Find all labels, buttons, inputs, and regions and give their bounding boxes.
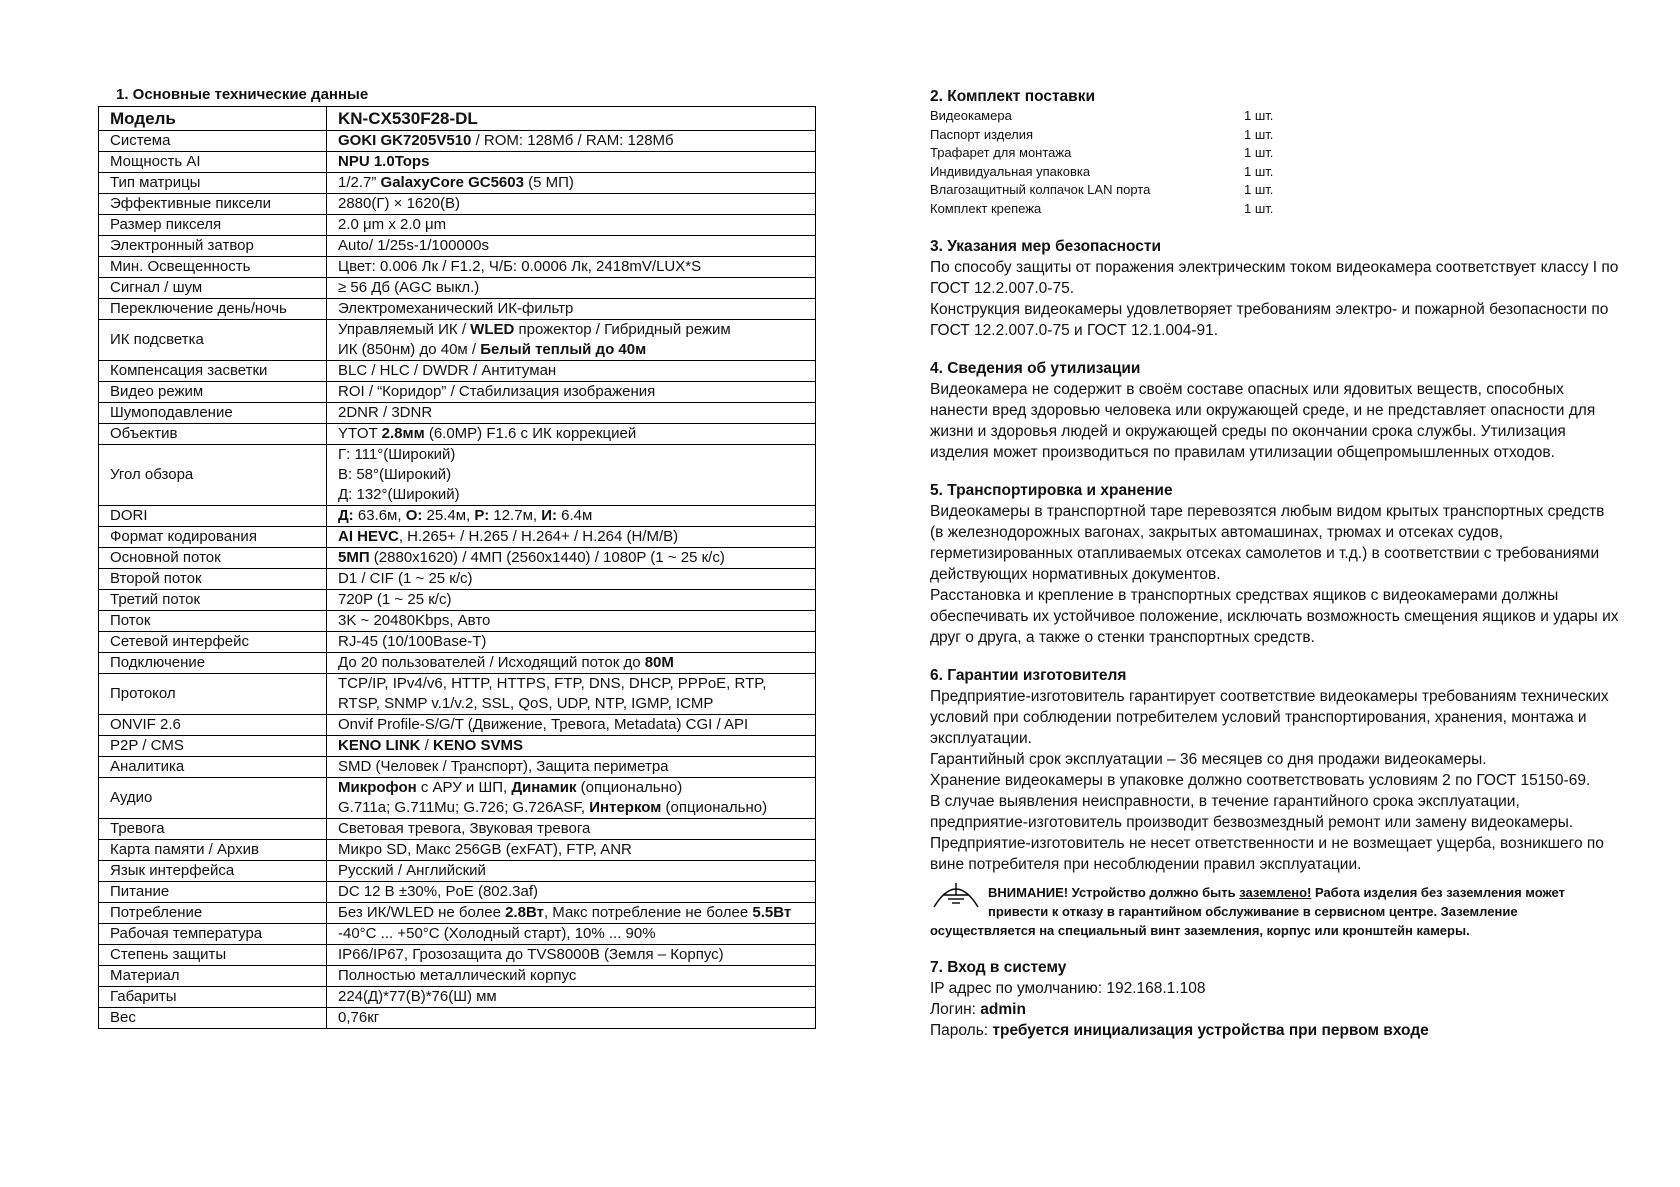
kit-item [930,200,1620,219]
spec-value-segment: IP66/IP67, Грозозащита до TVS8000В (Земля – Корпус) [338,946,724,963]
spec-value [327,924,816,945]
spec-value-segment: Без ИК/WLED не более [338,904,506,921]
spec-row [99,674,816,715]
spec-section-title: 1. Основные технические данные [116,86,369,103]
spec-key: Питание [99,882,327,903]
kit-item-qty: 1 шт. [1244,126,1274,142]
spec-row [99,236,816,257]
spec-value [327,778,816,819]
kit-item [930,126,1620,145]
spec-row [99,257,816,278]
disposal-section [930,358,1620,463]
spec-value-segment: с АРУ и ШП, [416,779,512,796]
spec-value-segment: (опционально) [661,799,768,816]
spec-value-segment: Г: 111°(Широкий) [338,446,456,463]
spec-value-segment: (опционально) [576,779,683,796]
transport-paragraph: Видеокамеры в транспортной таре перевозятся любым видом крытых транспортных средств (в железнодорожных вагонах, закрытых автомашинах, трюмах и отсеках судов, герметизированных отапливаемых отсеках самолетов и т.д.) в соответствии с требованиями действующих нормативных документов. [930,502,1605,583]
spec-value-segment: D1 / CIF (1 ~ 25 к/с) [338,570,473,587]
spec-key: Угол обзора [99,445,327,506]
spec-value-segment: , H.265+ / H.265 / H.264+ / H.264 (H/M/B) [398,528,679,545]
spec-value [327,757,816,778]
spec-key: Размер пикселя [99,215,327,236]
spec-value [327,257,816,278]
kit-list [930,107,1620,219]
spec-value-segment: В: 58°(Широкий) [338,466,452,483]
spec-row [99,403,816,424]
spec-value [327,131,816,152]
ground-icon [930,877,982,915]
warning-underlined: заземлено! [1239,884,1312,900]
kit-title: 2. Комплект поставки [930,88,1095,105]
spec-value [327,215,816,236]
kit-item-qty: 1 шт. [1244,163,1274,179]
spec-value-segment: 3K ~ 20480Kbps, Авто [338,612,491,629]
spec-key: Объектив [99,424,327,445]
spec-row [99,924,816,945]
spec-value-segment: , Макс потребление не более [543,904,753,921]
spec-value [327,403,816,424]
spec-key: Компенсация засветки [99,361,327,382]
spec-row [99,424,816,445]
spec-key: Вес [99,1008,327,1029]
spec-value-segment: (5 МП) [523,174,574,191]
spec-row [99,736,816,757]
kit-item-name: Паспорт изделия [930,126,1034,142]
transport-section [930,480,1620,648]
spec-value [327,861,816,882]
spec-row [99,611,816,632]
password-line [930,1020,1620,1041]
spec-key: Переключение день/ночь [99,299,327,320]
spec-value-segment: 12.7м, [489,507,542,524]
spec-value-segment: 0,76кг [338,1009,380,1026]
spec-key: Формат кодирования [99,527,327,548]
spec-value [327,715,816,736]
spec-row [99,361,816,382]
spec-value [327,569,816,590]
spec-value-segment: KENO SVMS [433,737,524,754]
spec-value-segment: 2.8Вт [505,904,544,921]
spec-value-segment: 2DNR / 3DNR [338,404,433,421]
spec-value [327,424,816,445]
kit-item-name: Комплект крепежа [930,200,1042,216]
spec-row [99,278,816,299]
spec-row [99,653,816,674]
spec-value-segment: Микро SD, Макс 256GB (exFAT), FTP, ANR [338,841,632,858]
spec-table [98,106,816,1029]
kit-item-qty: 1 шт. [1244,182,1274,198]
spec-value-segment: RJ-45 (10/100Base-T) [338,633,487,650]
spec-row [99,131,816,152]
spec-value [327,590,816,611]
spec-value-segment: Полностью металлический корпус [338,967,577,984]
spec-key: Габариты [99,987,327,1008]
spec-key: Аудио [99,778,327,819]
spec-value [327,152,816,173]
spec-value-segment: 224(Д)*77(В)*76(Ш) мм [338,988,497,1005]
spec-value [327,819,816,840]
safety-paragraph: По способу защиты от поражения электрическим током видеокамера соответствует классу I по ГОСТ 12.2.007.0-75. [930,258,1619,297]
spec-value [327,987,816,1008]
spec-row [99,506,816,527]
ip-value: 192.168.1.108 [1106,979,1206,997]
spec-key: Второй поток [99,569,327,590]
spec-value-segment: TCP/IP, IPv4/v6, HTTP, HTTPS, FTP, DNS, DHCP, PPPoE, RTP, [338,675,767,692]
spec-row [99,548,816,569]
warranty-paragraph: Хранение видеокамеры в упаковке должно соответствовать условиям 2 по ГОСТ 15150-69. [930,771,1591,789]
spec-row [99,320,816,361]
spec-row [99,778,816,819]
kit-item-qty: 1 шт. [1244,145,1274,161]
spec-row [99,590,816,611]
spec-value-segment: NPU 1.0Tops [338,153,430,170]
spec-key: Протокол [99,674,327,715]
spec-value [327,674,816,715]
disposal-title: 4. Сведения об утилизации [930,359,1141,377]
spec-row [99,1008,816,1029]
spec-value-segment: Цвет: 0.006 Лк / F1.2, Ч/Б: 0.0006 Лк, 2418mV/LUX*S [338,258,702,275]
kit-item [930,107,1620,126]
spec-value [327,903,816,924]
spec-value [327,1008,816,1029]
spec-value-segment: BLC / HLC / DWDR / Антитуман [338,362,557,379]
spec-value [327,320,816,361]
spec-key: Потребление [99,903,327,924]
spec-key: Подключение [99,653,327,674]
spec-key: Материал [99,966,327,987]
spec-key: Система [99,131,327,152]
spec-value [327,361,816,382]
spec-value-segment: GOKI GK7205V510 [338,132,472,149]
spec-key: Основной поток [99,548,327,569]
warranty-title: 6. Гарантии изготовителя [930,666,1127,684]
spec-value-segment: KENO LINK [338,737,421,754]
spec-key: DORI [99,506,327,527]
safety-title: 3. Указания мер безопасности [930,237,1162,255]
spec-row [99,569,816,590]
spec-value [327,527,816,548]
warning-text [930,883,1620,940]
spec-value-segment: G.711a; G.711Mu; G.726; G.726ASF, [338,799,590,816]
spec-row [99,757,816,778]
spec-key: Третий поток [99,590,327,611]
spec-value [327,173,816,194]
spec-row [99,840,816,861]
spec-section [98,86,816,1029]
warning-rest: Работа изделия без заземления может привести к отказу в гарантийном обслуживание в сервисном центре. Заземление осуществляется на специальный винт заземления, корпус или кронштейн камеры. [930,884,1565,938]
login-line [930,999,1620,1020]
spec-row [99,445,816,506]
spec-value [327,966,816,987]
spec-value [327,945,816,966]
spec-value-segment: RTSP, SNMP v.1/v.2, SSL, QoS, UDP, NTP, IGMP, ICMP [338,695,714,712]
kit-item-qty: 1 шт. [1244,108,1274,123]
spec-value-segment: Русский / Английский [338,862,486,879]
spec-value-segment: Микрофон [338,779,417,796]
spec-key: Мощность AI [99,152,327,173]
spec-key: Видео режим [99,382,327,403]
spec-value-segment: 5МП [338,549,370,566]
login-title: 7. Вход в систему [930,958,1067,976]
kit-item-name: Индивидуальная упаковка [930,163,1091,179]
spec-row [99,194,816,215]
spec-value [327,882,816,903]
transport-paragraph: Расстановка и крепление в транспортных средствах ящиков с видеокамерами должны обеспечивать их устойчивое положение, исключать возможность смещения ящиков и удары их друг о друга, а также о стенки транспортных средств. [930,586,1619,646]
spec-value-segment: прожектор / Гибридный режим [514,321,731,338]
spec-row [99,861,816,882]
spec-key: Поток [99,611,327,632]
spec-row [99,299,816,320]
spec-key: Степень защиты [99,945,327,966]
spec-value [327,506,816,527]
spec-value-segment: ≥ 56 Дб (AGC выкл.) [338,279,480,296]
kit-item-name: Влагозащитный колпачок LAN порта [930,182,1151,198]
password-value: требуется инициализация устройства при первом входе [992,1021,1429,1039]
spec-value-segment: Д: 132°(Широкий) [338,486,460,503]
grounding-warning [930,883,1620,940]
warranty-paragraph: Предприятие-изготовитель гарантирует соответствие видеокамеры требованиям технических условий при соблюдении потребителем условий транспортирования, хранения, монтажа и эксплуатации. [930,687,1609,747]
transport-title: 5. Транспортировка и хранение [930,481,1173,499]
spec-value-segment: ИК (850нм) до 40м / [338,341,481,358]
spec-key: Тревога [99,819,327,840]
spec-row [99,945,816,966]
spec-value-segment: Auto/ 1/25s-1/100000s [338,237,489,254]
spec-value-segment: До 20 пользователей / Исходящий поток до [338,654,645,671]
spec-key: Тип матрицы [99,173,327,194]
spec-value-segment: О: [405,507,423,524]
spec-key: Язык интерфейса [99,861,327,882]
spec-value [327,653,816,674]
kit-item [930,181,1620,200]
safety-paragraph: Конструкция видеокамеры удовлетворяет требованиям электро- и пожарной безопасности по ГОСТ 12.2.007.0-75 и ГОСТ 12.1.004-91. [930,300,1609,339]
spec-row [99,882,816,903]
spec-value-segment: -40°C ... +50°C (Холодный старт), 10% ... 90% [338,925,656,942]
spec-row [99,987,816,1008]
spec-value-segment: Onvif Profile-S/G/T (Движение, Тревога, Metadata) CGI / API [338,716,749,733]
spec-value-segment: Интерком [589,799,662,816]
spec-value [327,382,816,403]
spec-table-header [99,107,816,131]
spec-row [99,173,816,194]
warranty-paragraph: В случае выявления неисправности, в течение гарантийного срока эксплуатации, предприятие-изготовитель производит безвозмездный ремонт или замену видеокамеры. Предприятие-изготовитель не несет ответственности и не возмещает ущерба, возникшего по вине потребителя при несоблюдении правил эксплуатации. [930,792,1604,873]
spec-key: Рабочая температура [99,924,327,945]
kit-item-name: Видеокамера [930,108,1012,123]
spec-row [99,632,816,653]
model-value: KN-CX530F28-DL [327,107,816,131]
kit-item-name: Трафарет для монтажа [930,145,1072,161]
spec-value-segment: 2.8мм [381,425,425,442]
spec-value [327,632,816,653]
spec-value-segment: / ROM: 128Мб / RAM: 128Мб [471,132,674,149]
spec-value-segment: SMD (Человек / Транспорт), Защита периметра [338,758,669,775]
spec-key: Сетевой интерфейс [99,632,327,653]
ip-line [930,978,1620,999]
spec-value-segment: 63.6м, [353,507,406,524]
spec-value-segment: Световая тревога, Звуковая тревога [338,820,591,837]
ip-label: IP адрес по умолчанию: [930,979,1107,997]
safety-section [930,236,1620,341]
spec-value-segment: Динамик [511,779,577,796]
spec-key: Сигнал / шум [99,278,327,299]
spec-value-segment: 5.5Вт [752,904,792,921]
spec-value [327,194,816,215]
spec-value-segment: Электромеханический ИК-фильтр [338,300,574,317]
disposal-paragraph: Видеокамера не содержит в своём составе опасных или ядовитых веществ, способных нанести вред здоровью человека или окружающей среде, и не представляет опасности для жизни и здоровья людей и окружающей среды по окончании срока службы. Утилизация изделия может производиться по правилам утилизации общепромышленных отходов. [930,380,1596,461]
warning-lead: ВНИМАНИЕ! Устройство должно быть [988,884,1240,900]
spec-value-segment: 25.4м, [422,507,475,524]
spec-value-segment: И: [541,507,557,524]
spec-key: Мин. Освещенность [99,257,327,278]
spec-row [99,903,816,924]
login-label: Логин: [930,1000,981,1018]
spec-value-segment: / [420,737,434,754]
spec-value [327,611,816,632]
spec-value-segment: 80М [644,654,674,671]
spec-value-segment: GalaxyCore GC5603 [380,174,524,191]
spec-key: Электронный затвор [99,236,327,257]
spec-key: P2P / CMS [99,736,327,757]
spec-value [327,445,816,506]
spec-value [327,299,816,320]
login-value: admin [980,1000,1026,1018]
model-label: Модель [99,107,327,131]
spec-value-segment: (2880x1620) / 4МП (2560x1440) / 1080P (1 ~ 25 к/с) [369,549,725,566]
kit-section [930,86,1620,219]
spec-key: Аналитика [99,757,327,778]
spec-value-segment: 2.0 μm x 2.0 μm [338,216,447,233]
spec-row [99,966,816,987]
spec-value [327,736,816,757]
spec-value-segment: DC 12 В ±30%, PoE (802.3af) [338,883,539,900]
spec-key: Шумоподавление [99,403,327,424]
warranty-section [930,665,1620,875]
spec-value-segment: YTOT [338,425,382,442]
spec-row [99,152,816,173]
spec-value-segment: Р: [474,507,490,524]
spec-value-segment: (6.0MP) F1.6 с ИК коррекцией [424,425,637,442]
spec-key: ИК подсветка [99,320,327,361]
spec-value-segment: Управляемый ИК / [338,321,471,338]
kit-item [930,163,1620,182]
spec-value-segment: Белый теплый до 40м [480,341,647,358]
spec-value-segment: 720P (1 ~ 25 к/с) [338,591,452,608]
spec-value-segment: WLED [470,321,515,338]
spec-value-segment: Д: [338,507,354,524]
info-column [930,86,1620,1058]
spec-value-segment: 2880(Г) × 1620(В) [338,195,460,212]
warranty-paragraph: Гарантийный срок эксплуатации – 36 месяцев со дня продажи видеокамеры. [930,750,1487,768]
spec-value [327,548,816,569]
spec-key: Карта памяти / Архив [99,840,327,861]
spec-value-segment: 6.4м [557,507,593,524]
spec-row [99,819,816,840]
spec-key: Эффективные пиксели [99,194,327,215]
spec-row [99,527,816,548]
spec-row [99,215,816,236]
login-section [930,957,1620,1041]
spec-value-segment: 1/2.7” [338,174,381,191]
spec-row [99,382,816,403]
spec-row [99,715,816,736]
spec-key: ONVIF 2.6 [99,715,327,736]
kit-item [930,144,1620,163]
spec-value [327,236,816,257]
spec-value [327,840,816,861]
spec-value-segment: ROI / “Коридор” / Стабилизация изображения [338,383,656,400]
spec-value [327,278,816,299]
kit-item-qty: 1 шт. [1244,200,1274,216]
spec-value-segment: AI HEVC [338,528,399,545]
password-label: Пароль: [930,1021,993,1039]
